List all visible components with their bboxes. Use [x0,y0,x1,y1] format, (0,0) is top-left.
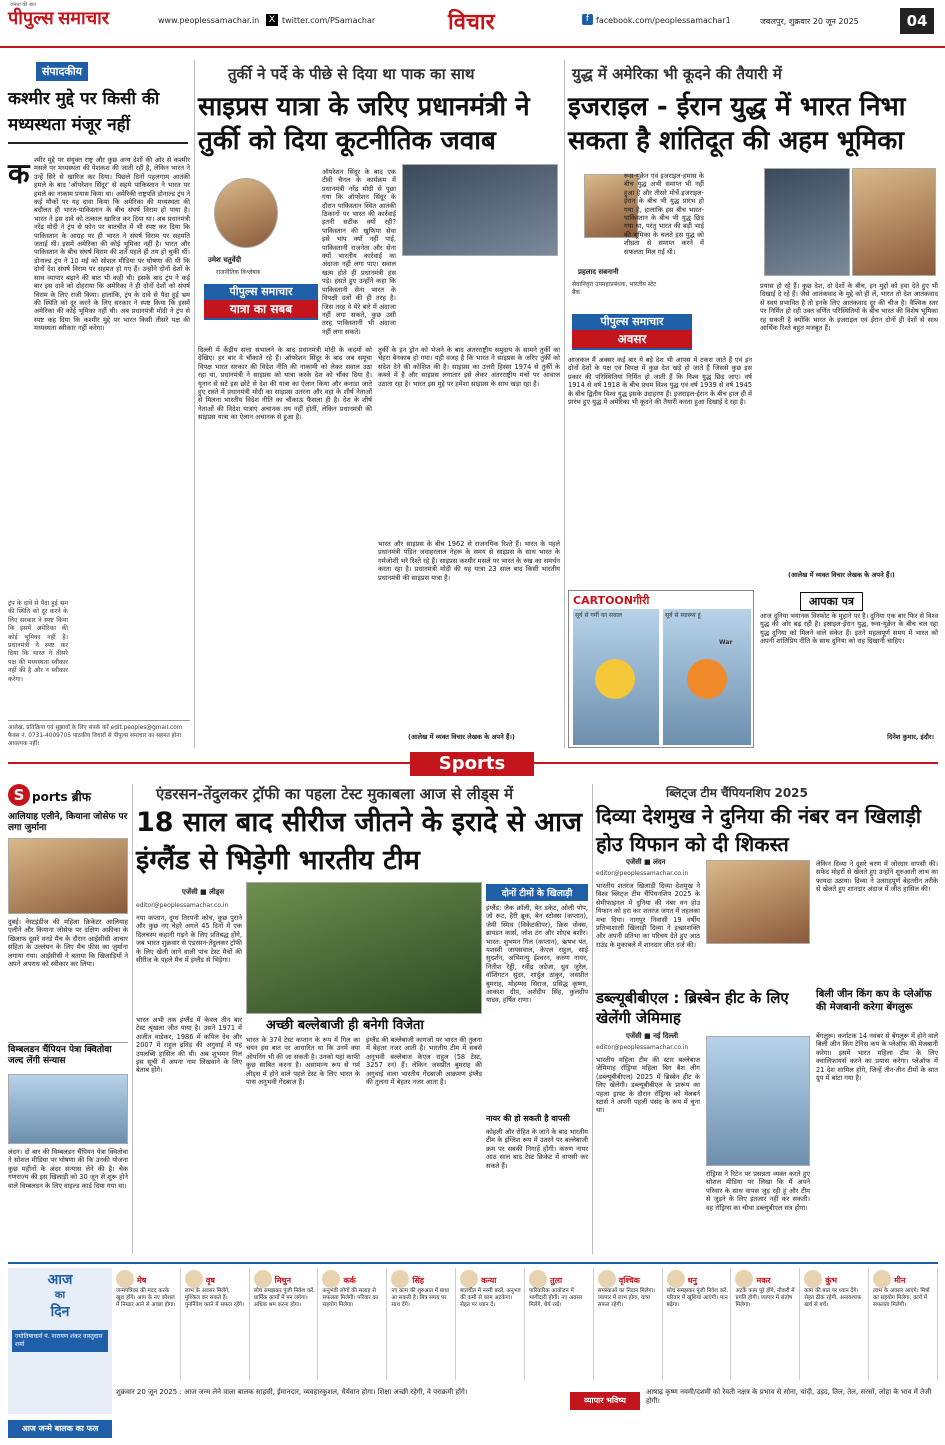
cricket-body-4: इंग्लैंड की बल्लेबाजी कागजों पर भारत की तुलना में बेहतर नजर आती है। भारतीय टीम में सबसे अनुभवी बल्लेबाज केएल राहुल (58 टेस्ट, 3257 रन) हैं। लेकिन जसप्रीत बुमराह की अगुवाई वाला भारतीय गेंदबाजी आक्रमण इंग्लैंड की तुलना में बेहतर नजर आता है। [366,1036,482,1087]
brief2-headline: विम्बलडन चैंपियन पेत्रा क्वितोवा जल्द लेंगी संन्यास [8,1042,128,1067]
zodiac-icon [873,1270,891,1288]
kings-cup-headline: बिली जीन किंग कप के प्लेऑफ की मेजबानी करेगा बेंगलुरू [816,989,932,1013]
zodiac-icon [254,1270,272,1288]
zodiac-icon [735,1270,753,1288]
divya-photo [706,860,810,944]
zodiac-icon [804,1270,822,1288]
cricket-story [136,784,588,1254]
brand-tagline: जनता की बात [10,2,36,8]
section-title: विचार [448,10,495,35]
cartoon-panel-left [573,609,659,745]
zodiac-icon [598,1270,616,1288]
brief2-photo [8,1074,128,1144]
turkey-body-2: दिल्ली में केंद्रीय सत्ता संभालने के बाद प्रधानमंत्री मोदी के कदमों को देखिए। हर बार वे चौंकाते रहे हैं। ऑपरेशन सिंदूर के बाद जब समूचा विपक्ष भारत सरकार की विदेश नीति की नाकामी को लेकर सवाल उठा रहा था, प्रधानमंत्री ने साइप्रस को यात्रा करके देश को चौंका दिया है। यूनान से सटे इस छोटे से देश की यात्रा का ऐलान किया और कनाडा जाते हुए रास्ते में प्रधानमंत्री मोदी का साइप्रस उतरना और वहां के शीर्ष नेताओं से मिलना भारतीय विदेश नीति का चौंकाऊ फैसला ही है। देश के शीर्ष नेताओं की विदेश यात्राएं अचानक तय नहीं होतीं, लेकिन प्रधानमंत्री की साइप्रस यात्रा का ऐलान अचानक से हुआ है। [198,346,372,422]
letters-label: आपका पत्र [800,592,863,611]
horoscope-sign [598,1268,663,1380]
horoscope-sign [873,1268,938,1380]
wbbl-body-2: रॉड्रिग्स ने रिटेन पर प्रसन्नता व्यक्त करते हुए सोशल मीडिया पर लिखा कि मैं अपने परिवार के साथ वापस जुड़ रही हूं और टीम से जुड़ने के लिए इंतजार नहीं कर सकती। वह रॉड्रिग्स का चौथा डब्ल्यूबीएल सत्र होगा। [706,1170,810,1212]
zodiac-name: मकर [756,1276,771,1285]
column-divider [194,60,195,748]
kings-cup-body: बेंगलुरू। कर्नाटक 14 नवंबर से बेंगलुरू में होने वाले बिली जीन किंग टेनिस कप के प्लेऑफ की मेजबानी करेगा। इसमें भारत महिला टीम के लिए क्वालिफायर्स करने का प्रयास करेगा। प्लेऑफ में 21 देश शामिल होंगे, जिन्हें तीन-तीन टीमों के सात ग्रुप में बांटा गया है। [816,1032,938,1083]
editorial-footer: आलेख, प्रतिक्रिया एवं सुझावों के लिए संपर्क करें edit.peoples@gmail.com फैक्स नं. 0731-4009705 पाठकीय विचारों से पीपुल्स समाचार का सहमत होना आवश्यक नहीं। [8,720,190,748]
column-brand: पीपुल्स समाचार [229,285,293,298]
editorial-pullquote: ट्रंप के दावे से पैदा हुई भ्रम की स्थिति को दूर करने के लिए सरकार ने स्पष्ट किया कि इसमें अमेरिका की कोई भूमिका नहीं है। प्रधानमंत्री ने स्पष्ट कर दिया कि भारत ने तीसरे पक्ष की मध्यस्थता स्वीकार नहीं की है और न स्वीकार करेगा। [8,600,68,683]
turkey-body-3: तुर्की के इन ड्रोन को भेजने के बाद अंतरराष्ट्रीय समुदाय के सामने तुर्की का चेहरा बेनकाब हो गया। यही वजह है कि भारत ने साइप्रस के जरिए तुर्की को संदेश देने की कोशिश की है। साइप्रस का उत्तरी हिस्सा 1974 से तुर्की के कब्जे में है और साइप्रस लगातार इसे लेकर अंतरराष्ट्रीय मंचों पर आवाज उठाता रहा है। भारत इस मुद्दे पर हमेशा साइप्रस के साथ खड़ा रहा है। [378,346,560,388]
zodiac-name: सिंह [412,1276,425,1285]
squad-label: दोनों टीमों के खिलाड़ी [486,884,588,901]
cricket-body-3: भारत के 37वें टेस्ट कप्तान के रूप में गिल का चयन इस बात पर आधारित था कि उनमें क्या ओपनिंग भी की जा सकती है। उनको यहां काफी कुछ साबित करना है। असामान्य रूप से गर्म लीड्स में होने वाले पहले टेस्ट के लिए भारत के पास अनुभवी गेंदबाज हैं। [246,1036,360,1087]
horoscope-title-2: का [54,1290,66,1301]
chess-body-1: भारतीय शतरंज खिलाड़ी दिव्या देशमुख ने विश्व ब्लिट्ज टीम चैंपियनशिप 2025 के सेमीफाइनल में दुनिया की नंबर वन होउ यिफान को हरा कर शतरंज जगत में तहलका मचा दिया। नागपुर निवासी 19 वर्षीय प्रतिभाशाली खिलाड़ी दिव्या ने इच्छाशक्ति और अपनी प्रतिभा का परिचय देते हुए आठ राउंड के मुकाबले में शानदार जीत दर्ज की। [596,882,700,949]
globe-icon [687,659,727,699]
horoscope-sign [391,1268,456,1380]
iran-column-tag: अवसर [572,330,692,348]
khamenei-photo [852,168,936,276]
born-today-label: आज जन्मे बालक का फल [8,1420,112,1438]
sun-icon [595,659,635,699]
wbbl-body-1: भारतीय महिला टीम की स्टार बल्लेबाज जेमिमाह रॉड्रिग्स महिला बिग बैश लीग (डब्ल्यूबीबीएल) 2025 में ब्रिस्बेन हीट के लिए खेलेंगी। डब्ल्यूबीबीएल के प्रारूप का पहला ड्राफ्ट के दौरान रॉड्रिग्स को मेलबर्न स्टार्स ने अपनी पहली पसंद के रूप में चुना था। [596,1056,700,1115]
astrologer-name: ज्योतिषाचार्य पं. नारायण शंकर वास्तुदास शर्मा [12,1330,108,1352]
zodiac-text: लाभ के अवसर मिलेंगे, मुश्किल कर सकते हैं। पुनर्निवेश करने में सफल रहेंगे। [184,1287,245,1308]
cricket-kicker: एंडरसन-तेंदुलकर ट्रॉफी का पहला टेस्ट मुकाबला आज से लीड्स में [156,785,514,803]
letters-body: आज दुनिया भयानक विस्फोट के मुहाने पर है। दुनिया एक बार फिर से विश्व युद्ध की ओर बढ़ रही है। इस्राइल-ईरान युद्ध, रूस-यूक्रेन के बीच चल रहा युद्ध दुनिया को मिलने वाले संकेत हैं। इतने महत्वपूर्ण समय में भारत को अपनी शांतिप्रिय नीति के साथ दुनिया को राह दिखानी चाहिए। [760,612,938,646]
page-number: 04 [900,8,934,34]
brief1-headline: आलियाह एलीने, कियाना जोसेफ पर लगा जुर्माना [8,812,128,833]
author-name: उमेश चतुर्वेदी [208,256,242,264]
zodiac-text: समस्याओं का निदान मिलेगा। व्यापार में लाभ होगा, यात्रा सफल रहेगी। [597,1287,655,1308]
zodiac-text: सोच समझकर पूंजी निवेश करें, परिवार में खुशियां आएंगी। मान बढ़ेगा। [666,1287,729,1308]
horoscope-title-3: दिन [50,1304,70,1320]
editorial-dropcap: क [8,157,30,190]
brand-logo: पीपुल्स समाचार [8,8,110,28]
zodiac-icon [667,1270,685,1288]
column-brand-box [204,284,318,320]
zodiac-name: मेष [137,1276,147,1285]
horoscope-sign [460,1268,525,1380]
iran-article [568,60,938,580]
horoscope-grid [116,1268,938,1380]
iran-kicker: युद्ध में अमेरिका भी कूदने की तैयारी में [572,65,782,83]
horoscope-title-box [8,1268,112,1414]
iran-column-brand-box [572,314,692,350]
wbbl-email: editor@peoplessamachar.co.in [596,1044,689,1051]
dateline: जबलपुर, शुक्रवार 20 जून 2025 [760,17,859,26]
brief1-body: दुबई। वेस्टइंडीज की महिला क्रिकेटर आलियाह एलीने और कियाना जोसेफ पर दक्षिण अफ्रीका के खिलाफ दूसरे वनडे मैच के दौरान आईसीसी आचार संहिता के उल्लंघन के लिए मैच फीस का जुर्माना लगाया गया। आईसीसी ने बताया कि खिलाड़ियों ने अपने अपराध को स्वीकार कर लिया। [8,918,128,969]
sports-brief-title: ports ब्रीफ [32,790,92,804]
editorial-body: श्मीर मुद्दे पर संयुक्त राष्ट्र और कुछ अन्य देशों की ओर से कश्मीर मसले पर मध्यस्थता की पेशकश की जाती रही है, लेकिन भारत ने उन्हें सिरे से खारिज कर दिया। पिछले दिनों पहलगाम आतंकी हमले के बाद 'ऑपरेशन सिंदूर' से सहमे पाकिस्तान ने भारत पर हमले का नाकाम प्रयास किया था। अमेरिकी राष्ट्रपति डोनाल्ड ट्रंप ने कई मौकों पर यह दावा किया कि अमेरिका की मध्यस्थता की बदौलत ही भारत-पाकिस्तान के बीच संघर्ष विराम हो पाया है। भारत ने इस दावे को तत्काल खारिज कर दिया था। अब प्रधानमंत्री नरेंद्र मोदी ने ट्रंप से फोन पर बातचीत में भी स्पष्ट कर दिया कि पाकिस्तान के आग्रह पर ही भारत ने संघर्ष विराम पर सहमति जताई थी। इसमें अमेरिका की कोई भूमिका नहीं है। भारत और पाकिस्तान के बीच संघर्ष विराम की शर्तें पहले ही तय हो चुकी थीं। डोनाल्ड ट्रंप ने 10 मई को सोशल मीडिया पर घोषणा की थी कि दोनों देश संघर्ष विराम पर सहमत हो गए हैं। उन्होंने दोनों देशों के साथ व्यापार बढ़ाने की बात भी कही थी। इसके बाद ट्रंप ने कई बार इस दावे को दोहराया कि अमेरिका ने ही दोनों देशों को संघर्ष विराम के लिए राजी किया। हालांकि, ट्रंप के दावे से पैदा हुई भ्रम की स्थिति को दूर करने के लिए सरकार ने स्पष्ट किया कि इसमें अमेरिका की कोई भूमिका नहीं थी। अब प्रधानमंत्री मोदी ने ट्रंप से स्पष्ट कह दिया कि कश्मीर मुद्दे पर भारत किसी तीसरे पक्ष की मध्यस्थता स्वीकार नहीं करेगा। [34,156,190,333]
iran-author-role: सेवानिवृत्त उपमहाप्रबंधक, भारतीय स्टेट बैंक [572,281,657,296]
zodiac-text: जन्मपत्रिका की मदद करके खुश होंगे। आप के नए कौशल में निखार आने से अच्छा होगा। [116,1287,176,1308]
chess-story [596,784,938,984]
editorial-column [8,60,190,748]
zodiac-icon [391,1270,409,1288]
cricket-team-photo [246,882,482,1014]
sports-band: Sports [410,752,534,776]
cartoon-war-label: War [719,639,733,646]
zodiac-text: अनुभवी लोगों की सलाह से सफलता मिलेगी। परिवार का सहयोग मिलेगा। [322,1287,379,1308]
chess-body-2: लेकिन दिव्या ने दूसरे चरण में जोरदार वापसी की। सफेद मोहरों से खेलते हुए उन्होंने शुरुआती लाभ का फायदा उठाया। दिव्या ने उत्साहपूर्ण बेहतरीन तरीके से खेलते हुए शानदार अंदाज में जीत हासिल की। [816,860,938,894]
column-divider [564,60,565,748]
horoscope-sign [254,1268,319,1380]
cricket-byline: एजेंसी ■ लीड्स [182,888,225,896]
business-label: व्यापार भविष्य [570,1392,640,1410]
iran-headline: इजराइल - ईरान युद्ध में भारत निभा सकता है शांतिदूत की अहम भूमिका [568,92,906,156]
jemimah-photo [706,1036,810,1166]
letters-box [760,590,938,748]
zodiac-name: धनु [687,1276,697,1285]
editorial-body-cont [72,600,190,680]
brief2-body: लंदन। दो बार की विम्बलडन चैंपियन पेत्रा क्वितोवा ने सोशल मीडिया पर घोषणा की कि उनकी योजना कुछ महीनों के अंदर संन्यास लेने की है। चेक गणराज्य की इस खिलाड़ी को 30 जून से शुरू होने वाले विम्बलडन के लिए वाइल्ड कार्ड दिया गया था। [8,1148,128,1190]
zodiac-name: वृष [205,1276,215,1285]
cartoon-box [568,590,754,748]
zodiac-icon [185,1270,203,1288]
horoscope-sign [185,1268,250,1380]
iran-author-name: प्रहलाद सबनानी [578,268,619,276]
wbbl-byline: एजेंसी ■ नई दिल्ली [626,1032,679,1040]
column-tag: यात्रा का सबब [204,300,318,318]
zodiac-icon [322,1270,340,1288]
horoscope-sign [667,1268,732,1380]
turkey-body-1: ऑपरेशन सिंदूर के बाद एक टीवी चैनल के कार्यक्रम में प्रधानमंत्री नरेंद्र मोदी से पूछा गया कि ऑपरेशन सिंदूर के दौरान पाकिस्तान स्थित आतंकी ठिकानों पर भारत की कार्रवाई इतनी सटीक क्यों रही? पाकिस्तान की खुफिया सेवा इसे भांप क्यों नहीं पाई, पाकिस्तानी राजनेता और सेना क्यों भारतीय कार्रवाई का अंदाजा नहीं लगा पाए। सवाल खत्म होते ही प्रधानमंत्री हंस पड़े। हंसते हुए उन्होंने कहा कि पाकिस्तानी सेना भारत के विपक्षी दलों की ही तरह है। जिस तरह वे मेरे बारे में अंदाजा नहीं लगा सकते, कुछ उसी तरह पाकिस्तानी भी अंदाजा नहीं लगा सकते। [322,168,396,336]
twitter-link[interactable]: twitter.com/PSamachar [282,16,376,25]
zodiac-name: कुंभ [825,1276,838,1285]
born-today-text: शुक्रवार 20 जून 2025 : आज जन्म लेने वाला बालक साहसी, ईमानदार, व्यवहारकुशल, धैर्यवान होगा। शिक्षा अच्छी रहेगी, वे पराक्रमी होंगे। [116,1388,468,1396]
cricket-photo-caption: अच्छी बल्लेबाजी ही बनेगी विजेता [266,1018,424,1033]
zodiac-text: पारिवारिक आयोजन में भागीदारी होगी। नए अवसर मिलेंगे, धैर्य रखें। [528,1287,583,1308]
wbbl-headline: डब्ल्यूबीबीएल : ब्रिस्बेन हीट के लिए खेलेंगी जेमिमाह [596,989,789,1027]
website-link[interactable]: www.peoplessamachar.in [158,16,260,25]
cricket-body-2: भारत अभी तक इंग्लैंड में केवल तीन बार टेस्ट श्रृंखला जीत पाया है। उसने 1971 में अजीत वाडेकर, 1986 में कपिल देव और 2007 में राहुल द्रविड़ की अगुवाई में यह उपलब्धि हासिल की थी। अब शुभमन गिल इस सूची में अपना नाम लिखवाने के लिए बेताब होंगे। [136,1016,242,1075]
x-twitter-icon: X [266,14,278,26]
cricket-body-1: नया कप्तान, दुग्ध तिरपनी कोच, कुछ पुराने और कुछ नए चेहरे अगले 45 दिनों में एक दिलचस्प कहानी गढ़ने के लिए प्रतिबद्ध होंगे, जब भारत शुक्रवार से एंडरसन-तेंदुलकर ट्रॉफी के लिए खेली जाने वाली पांच टेस्ट मैचों की सीरीज के पहले मैच में इंग्लैंड से भिड़ेगा। [136,914,242,965]
cartoon-title: CARTOONगीरी [573,594,650,607]
cartoon-panel2-text: सूर्य से स्वास्थ्य हूं [665,612,701,619]
wbbl-story [596,988,810,1254]
sports-brief-logo: S [8,784,30,806]
column-divider [132,784,133,1254]
zodiac-text: बातचीत में नरमी बरतें, अनुभव की कमी से काम अटकेगा। सेहत पर ध्यान दें। [460,1287,521,1308]
kings-cup-story [816,988,938,1254]
iran-body-2: आजकल मैं अक्सर कई बार ये बड़े देश भी आपस में टकरा जाते हैं एवं इन दोनों देशों के पक्ष एवं विपक्ष में कुछ देश खड़े हो जाते हैं जिससे कुछ इस प्रकार की परिस्थितियां निर्मित हो जाती हैं कि विश्व युद्ध छिड़ जाए। वर्ष 1914 से वर्ष 1918 के बीच प्रथम विश्व युद्ध एवं वर्ष 1939 से वर्ष 1945 के बीच द्वितीय विश्व युद्ध इसके उदाहरण हैं। इजराइल-ईरान के बीच हाल ही में प्रारंभ हुए युद्ध में अमेरिका भी कूदने की तैयारी करता हुआ दिखाई दे रहा है। [568,356,752,407]
chess-body-1b [706,948,810,984]
chess-byline: एजेंसी ■ लंदन [626,858,666,866]
horoscope-sign [735,1268,800,1380]
facebook-icon: f [582,14,593,25]
iran-body-1: रूस-यूक्रेन एवं इजराइल-हमास के बीच युद्ध अभी समाप्त भी नहीं हुआ है और तीसरे मोर्चे इजराइल-ईरान के बीच भी युद्ध प्रारंभ हो गया है, हालांकि इस बीच भारत-पाकिस्तान के बीच भी युद्ध छिड़ गया था, परंतु भारत की बड़ी भाई की भूमिका के चलते इस युद्ध को शीघ्रता से समाप्त करने में सफलता मिल गई थी। [624,172,704,256]
zodiac-icon [116,1270,134,1288]
horoscope-sign [529,1268,594,1380]
chess-email: editor@peoplessamachar.co.in [596,870,689,877]
netanyahu-photo [764,168,850,276]
author-role: राजनीतिक विश्लेषक [216,269,261,276]
zodiac-text: नए काम की शुरुआत में बाधा आ सकती है। मित्र समय पर साथ देंगे। [391,1287,450,1308]
turkey-body-4: भारत और साइप्रस के बीच 1962 से राजनयिक रिश्ते हैं। भारत के पहले प्रधानमंत्री पंडित जवाहरलाल नेहरू के समय से साइप्रस के साथ भारत के गर्मजोशी भरे रिश्ते रहे हैं। साइप्रस कश्मीर मसले पर भारत के रुख का समर्थन करता रहा है। प्रधानमंत्री मोदी की यह यात्रा 23 साल बाद किसी भारतीय प्रधानमंत्री की साइप्रस यात्रा है। [378,540,560,582]
iran-endnote: (आलेख में व्यक्त विचार लेखक के अपने हैं।) [788,571,895,579]
zodiac-text: अटके काम पूरे होंगे, नौकरी में प्रगति होगी। व्यापार में संतोष मिलेगा। [735,1287,795,1308]
horoscope-sign [322,1268,387,1380]
zodiac-name: कर्क [343,1276,356,1285]
zodiac-name: तुला [549,1276,563,1285]
side-head: नायर की हो सकती है वापसी [486,1114,570,1123]
chess-headline: दिव्या देशमुख ने दुनिया की नंबर वन खिलाड़ी होउ यिफान को दी शिकस्त [596,804,922,856]
author-photo-umesh [214,178,278,248]
horoscope-sign [804,1268,869,1380]
horoscope-title-1: आज [47,1272,73,1288]
zodiac-name: वृश्चिक [618,1276,640,1285]
zodiac-icon [529,1270,547,1288]
iran-body-3: प्रयास हो रहे हैं। कुछ देश, दो देशों के बीच, इन मुद्दों को हवा देते हुए भी दिखाई दे रहे हैं। जैसे आतंकवाद के मुद्दे को ही लें, भारत तो देश आतंकवाद से स्वयं प्रभावित है तो इनके लिए आतंकवाद दूर की चीज है। वैश्विक स्तर पर निर्मित हो रही उक्त वर्णित परिस्थितियों के बीच भारत की विशेष भूमिका रह सकती है क्योंकि भारत के इजराइल एवं ईरान दोनों ही देशों से साथ आर्थिक रिश्ते बहुत मजबूत हैं। [760,282,938,333]
column-divider [592,784,593,1254]
turkey-kicker: तुर्की ने पर्दे के पीछे से दिया था पाक का साथ [228,65,475,83]
facebook-link[interactable]: facebook.com/peoplessamachar1 [596,16,731,25]
masthead [0,0,945,48]
zodiac-text: काम की बात पर ध्यान देंगे। सेहत ठीक रहेगी, अनावश्यक खर्च से बचें। [804,1287,862,1308]
turkey-endnote: (आलेख में व्यक्त विचार लेखक के अपने हैं।) [408,733,515,741]
sports-brief-column [8,784,128,1254]
horoscope-rule [8,1262,938,1264]
zodiac-text: सोच समझकर पूंजी निवेश करें, धार्मिक कार्यों में मन लगेगा। अधिक श्रम करना होगा। [253,1287,316,1308]
business-text: आषाढ़ कृष्ण नवमी/दशमी को रेवती नक्षत्र के प्रभाव से सोना, चांदी, उड़द, तिल, तेल, सरसों, लोहा के भाव में तेजी होगी। [646,1388,932,1405]
turkey-body-3a [402,262,558,344]
iran-body-1b [706,172,760,312]
horoscope-sign [116,1268,181,1380]
cricket-headline: 18 साल बाद सीरीज जीतने के इरादे से आज इंग्लैंड से भिड़ेगी भारतीय टीम [136,807,583,876]
iran-column-brand: पीपुल्स समाचार [600,315,664,328]
zodiac-name: कन्या [481,1276,497,1285]
letters-signature: दिनेश कुमार, इंदौर। [887,733,934,741]
brief1-photo [8,838,128,914]
editorial-headline: कश्मीर मुद्दे पर किसी की मध्यस्थता मंजूर नहीं [8,86,188,144]
zodiac-name: मिथुन [274,1276,292,1285]
editorial-label: संपादकीय [36,62,88,81]
zodiac-name: मीन [894,1276,906,1285]
turkey-article [198,60,560,748]
cartoon-panel1-text: सूर्य से गर्मी का सवाल [575,612,622,619]
squad-body: इंग्लैंड: जैक क्रॉली, बेन डकेट, ओली पोप, जो रूट, हैरी ब्रूक, बेन स्टोक्स (कप्तान), जेमी स्मिथ (विकेटकीपर), क्रिस वोक्स, ब्रायडन कार्स, जोश टंग और शोएब बशीर। भारत: शुभमन गिल (कप्तान), ऋषभ पंत, यशस्वी जायसवाल, केएल राहुल, साई सुदर्शन, अभिमन्यु ईश्वरन, करुण नायर, नितीश रेड्डी, रवींद्र जडेजा, ध्रुव जुरेल, वॉशिंगटन सुंदर, शार्दुल ठाकुर, जसप्रीत बुमराह, मोहम्मद सिराज, प्रसिद्ध कृष्णा, आकाश दीप, अर्शदीप सिंह, कुलदीप यादव, हर्षित राणा। [486,904,588,1005]
side-body: कोहली और रोहित के जाने के बाद भारतीय टीम के इंग्लिश रूप में उतरने पर बल्लेबाजी क्रम पर सबकी निगाहें होंगी। करुण नायर आठ साल बाद टेस्ट क्रिकेट में वापसी कर सकते हैं। [486,1128,588,1170]
turkey-headline: साइप्रस यात्रा के जरिए प्रधानमंत्री ने तुर्की को दिया कूटनीतिक जवाब [198,92,530,156]
zodiac-icon [460,1270,478,1288]
cartoon-panel-right [663,609,751,745]
zodiac-text: लाभ के अवसर आएंगे। मित्रों का सहयोग मिलेगा, कार्य में सफलता मिलेगी। [873,1287,930,1308]
cricket-email: editor@peoplessamachar.co.in [136,902,229,909]
chess-kicker: ब्लिट्ज टीम चैंपियनशिप 2025 [666,786,808,800]
modi-cyprus-photo [402,164,558,256]
